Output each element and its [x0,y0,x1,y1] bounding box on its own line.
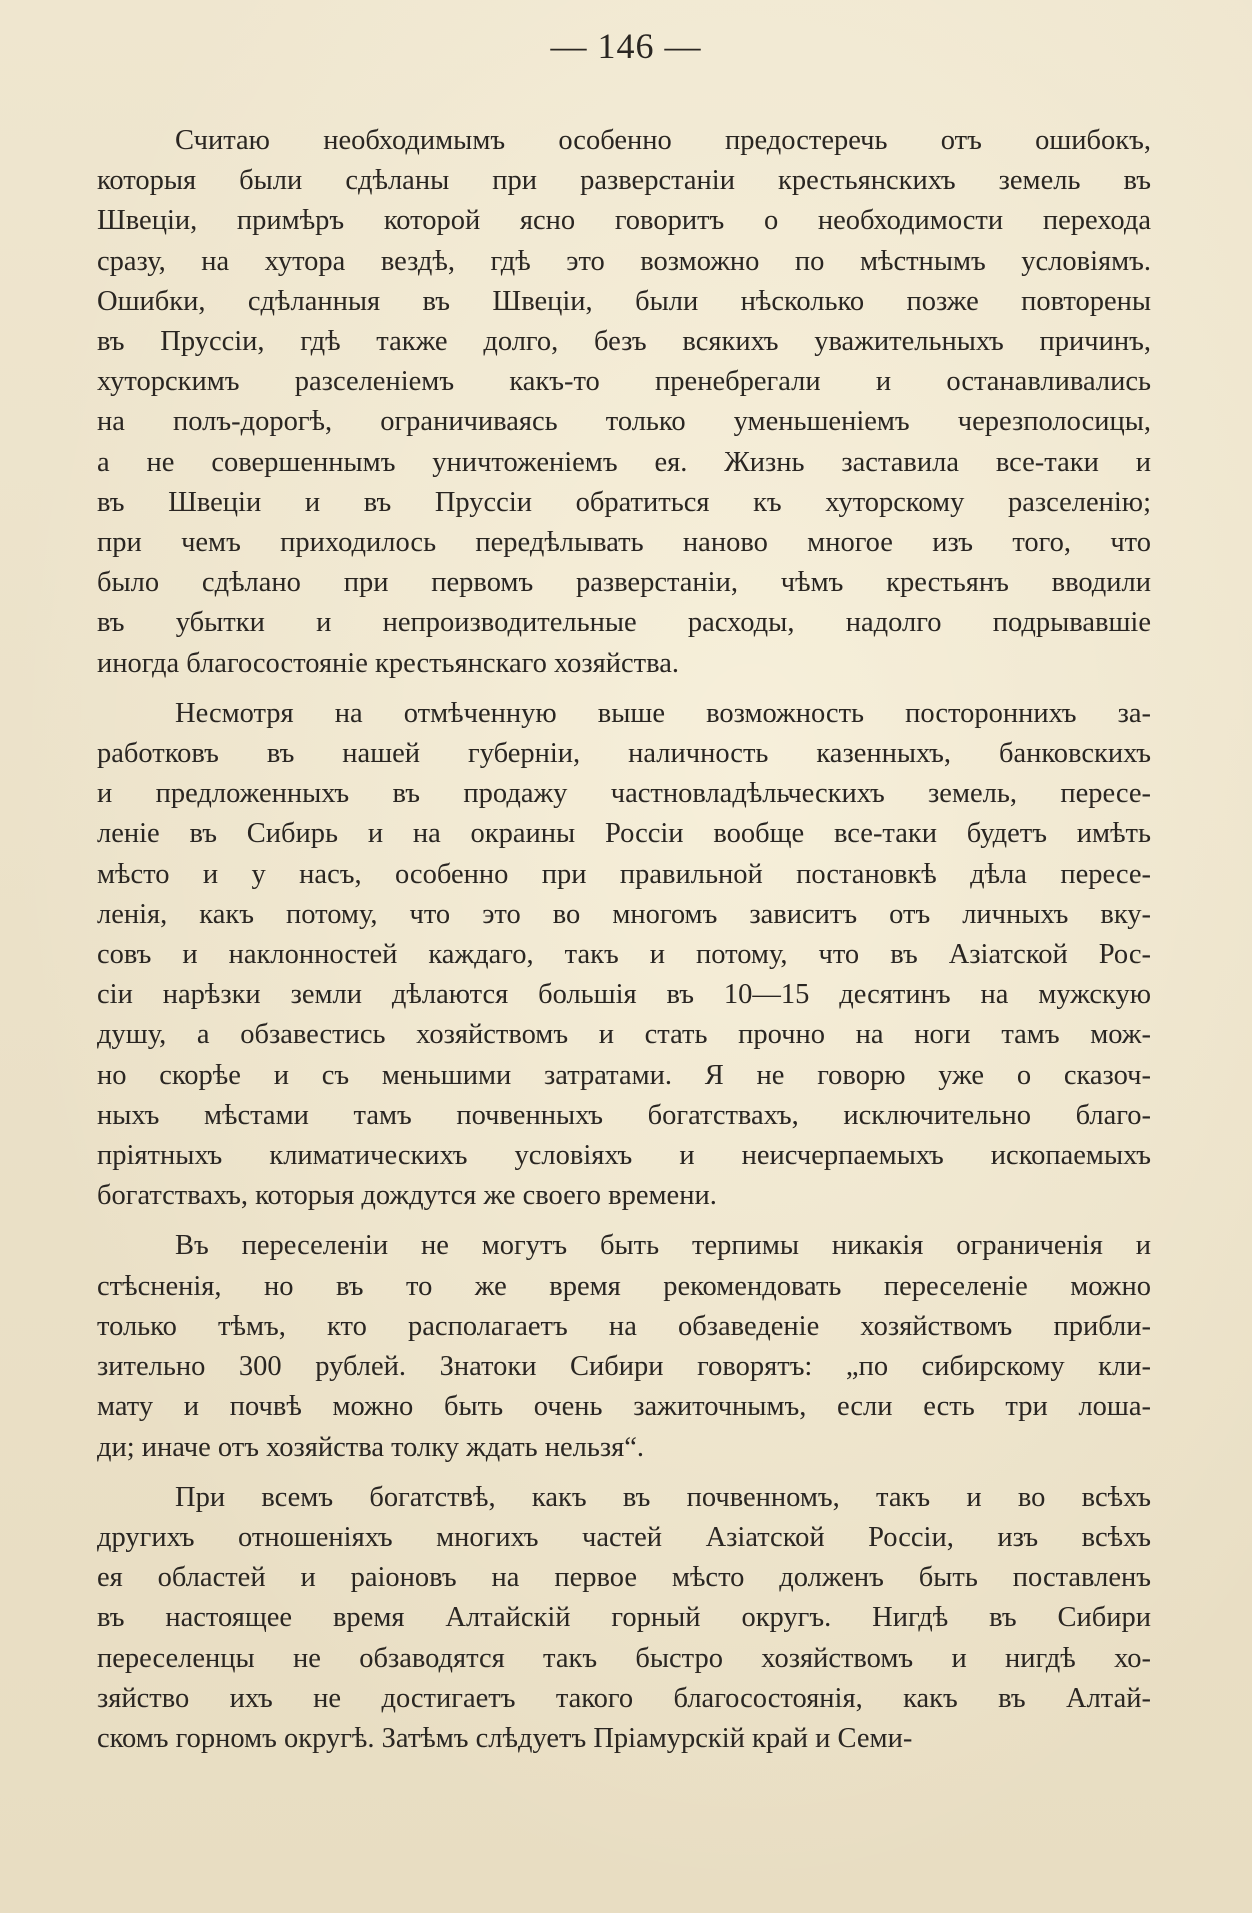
text-line: зительно 300 рублей. Знатоки Сибири говорятъ: „по сибирскому кли- [97,1351,1151,1383]
text-body [97,121,1151,1769]
text-line: Въ переселеніи не могутъ быть терпимы никакія ограниченія и [175,1230,1151,1262]
text-line: работковъ въ нашей губерніи, наличность казенныхъ, банковскихъ [97,738,1151,770]
text-line: Считаю необходимымъ особенно предостеречь отъ ошибокъ, [175,125,1151,156]
text-line: Швеціи, примѣръ которой ясно говоритъ о необходимости перехода [97,205,1151,237]
paragraph [97,1226,1151,1467]
text-line: сразу, на хутора вездѣ, гдѣ это возможно по мѣстнымъ условіямъ. [97,245,1151,277]
text-line: а не совершеннымъ уничтоженіемъ ея. Жизнь заставила все-таки и [97,446,1151,478]
text-line: переселенцы не обзаводятся такъ быстро хозяйствомъ и нигдѣ хо- [97,1642,1151,1674]
text-line: которыя были сдѣланы при разверстаніи крестьянскихъ земель въ [97,165,1151,197]
text-line: только тѣмъ, кто располагаетъ на обзаведеніе хозяйствомъ прибли- [97,1310,1151,1342]
text-line: въ Швеціи и въ Пруссіи обратиться къ хуторскому разселенію; [97,486,1151,518]
text-line: душу, а обзавестись хозяйствомъ и стать прочно на ноги тамъ мож- [97,1019,1151,1051]
paragraph [97,121,1151,684]
text-line: мѣсто и у насъ, особенно при правильной постановкѣ дѣла пересе- [97,858,1151,890]
text-line: другихъ отношеніяхъ многихъ частей Азіатской Россіи, изъ всѣхъ [97,1521,1151,1553]
text-line: стѣсненія, но въ то же время рекомендовать переселеніе можно [97,1270,1151,1302]
text-line: въ настоящее время Алтайскій горный округъ. Нигдѣ въ Сибири [97,1602,1151,1634]
text-line: въ Пруссіи, гдѣ также долго, безъ всякихъ уважительныхъ причинъ, [97,326,1151,358]
text-line: Несмотря на отмѣченную выше возможность постороннихъ за- [175,697,1151,729]
paragraph [97,694,1151,1217]
text-line: зяйство ихъ не достигаетъ такого благосостоянія, какъ въ Алтай- [97,1682,1151,1714]
text-line: При всемъ богатствѣ, какъ въ почвенномъ, такъ и во всѣхъ [175,1481,1151,1513]
text-line: ленія, какъ потому, что это во многомъ зависитъ отъ личныхъ вку- [97,898,1151,930]
text-line: при чемъ приходилось передѣлывать наново многое изъ того, что [97,527,1151,559]
text-line: богатствахъ, которыя дождутся же своего времени. [97,1180,717,1212]
text-line: хуторскимъ разселеніемъ какъ-то пренебрегали и останавливались [97,366,1151,398]
text-line: леніе въ Сибирь и на окраины Россіи вообще все-таки будетъ имѣть [97,818,1151,850]
text-line: мату и почвѣ можно быть очень зажиточнымъ, если есть три лоша- [97,1391,1151,1423]
text-line: сіи нарѣзки земли дѣлаются большія въ 10—15 десятинъ на мужскую [97,979,1151,1011]
text-line: на полъ-дорогѣ, ограничиваясь только уменьшеніемъ черезполосицы, [97,406,1151,438]
text-line: но скорѣе и съ меньшими затратами. Я не говорю уже о сказоч- [97,1059,1151,1091]
text-line: иногда благосостояніе крестьянскаго хозяйства. [97,647,679,679]
text-line: ди; иначе отъ хозяйства толку ждать нельзя“. [97,1431,645,1463]
text-line: пріятныхъ климатическихъ условіяхъ и неисчерпаемыхъ ископаемыхъ [97,1140,1151,1172]
text-line: скомъ горномъ округѣ. Затѣмъ слѣдуетъ Пріамурскій край и Семи- [97,1722,913,1754]
text-line: ея областей и раіоновъ на первое мѣсто долженъ быть поставленъ [97,1562,1151,1594]
page-number: — 146 — [550,26,702,66]
text-line: и предложенныхъ въ продажу частновладѣльческихъ земель, пересе- [97,778,1151,810]
text-line: было сдѣлано при первомъ разверстаніи, чѣмъ крестьянъ вводили [97,567,1151,599]
text-line: въ убытки и непроизводительные расходы, надолго подрывавшіе [97,607,1151,639]
text-line: Ошибки, сдѣланныя въ Швеціи, были нѣсколько позже повторены [97,285,1151,317]
text-line: совъ и наклонностей каждаго, такъ и потому, что въ Азіатской Рос- [97,939,1151,971]
text-line: ныхъ мѣстами тамъ почвенныхъ богатствахъ, исключительно благо- [97,1099,1151,1131]
paragraph [97,1478,1151,1759]
